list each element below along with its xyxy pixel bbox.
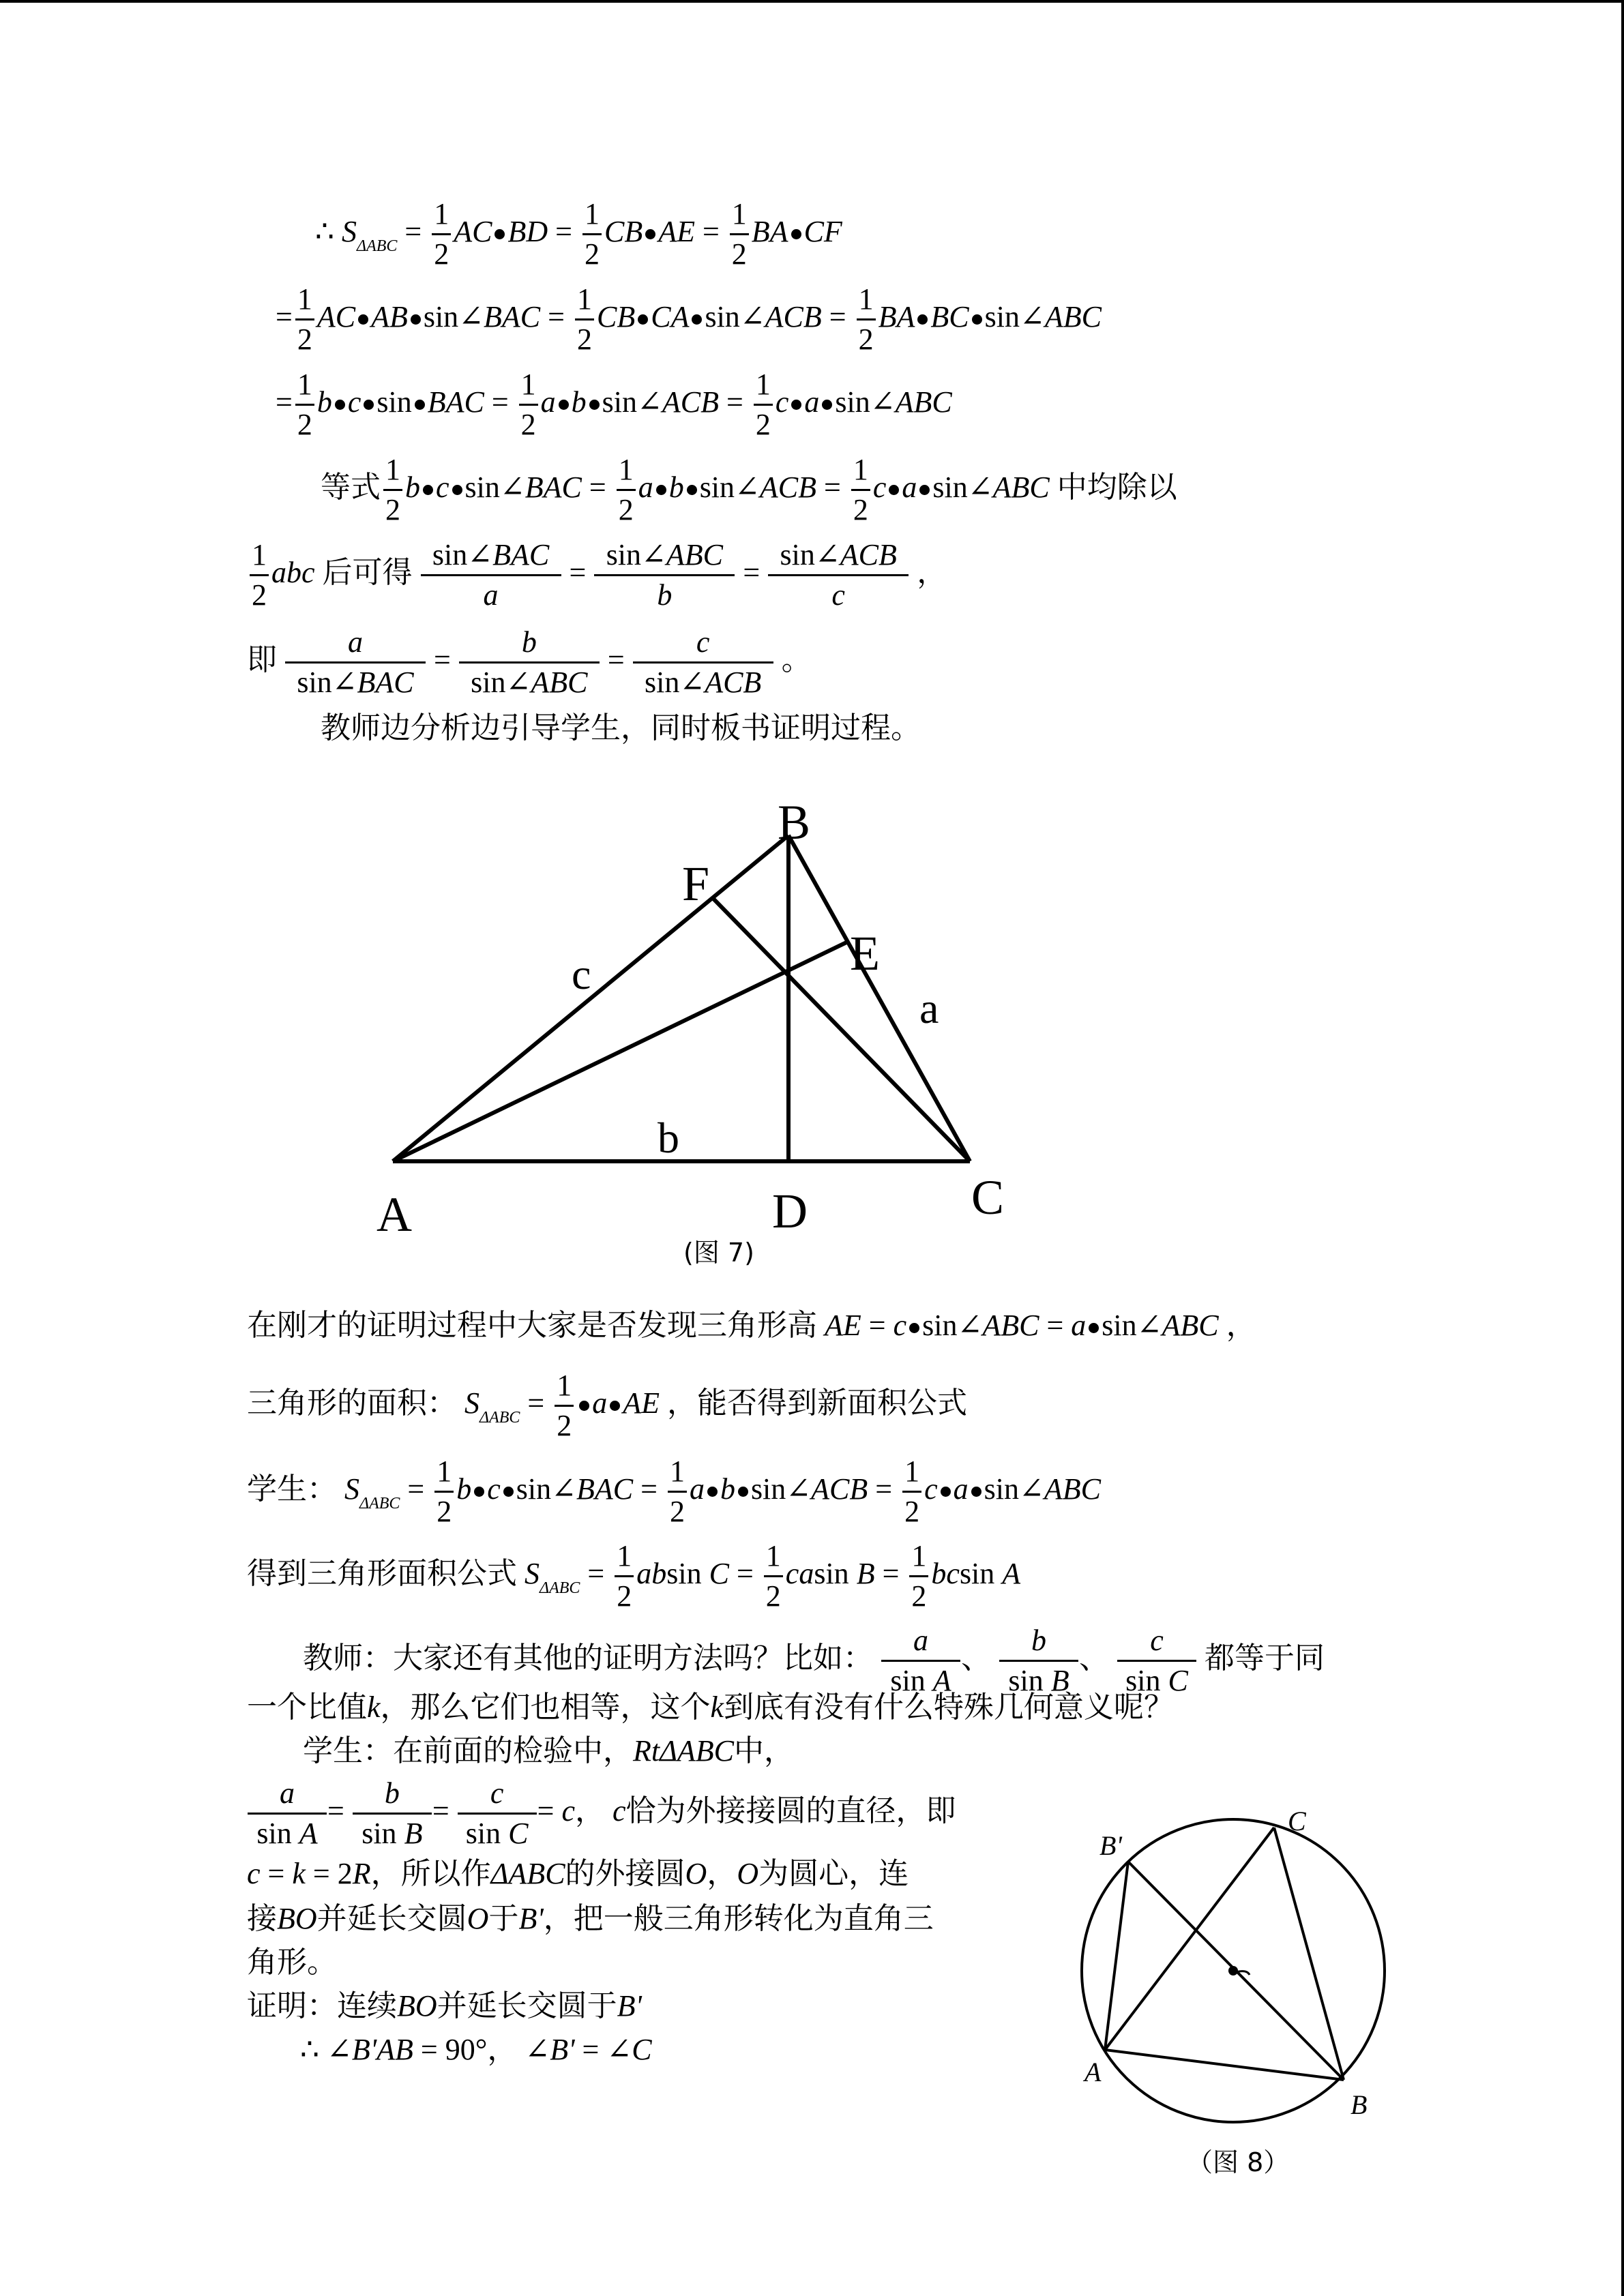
diameter-equation: $\frac{a}{\text{sin A}}$ = $\frac{b}{\text{sin B}}$ = $\frac{c}{\text{sin C}}$ = c， c恰为外接接圆的直径，即	[247, 1777, 956, 1851]
equation-area-sines-2: = $\frac{1}{2}$ b c sin BAC = $\frac{1}{2}$ a b sin∠ACB = $\frac{1}{2}$ c a sin∠ABC	[276, 368, 952, 442]
text-convert: ，把一般三角形转化为直角三	[543, 1901, 934, 1936]
page-border-top	[0, 0, 1624, 3]
punct-comma: ，	[1226, 1308, 1256, 1343]
label-c: C	[1288, 1806, 1306, 1836]
circumcircle-line: c = k = 2R，所以作ΔABC的外接圆O，O为圆心，连	[247, 1856, 909, 1891]
text-diameter: 恰为外接接圆的直径，即	[625, 1793, 956, 1828]
text-divide-by: 中均除以	[1057, 469, 1177, 505]
label-b-prime: B'	[1099, 1830, 1122, 1861]
student-area-equation: 学生： $S_{\Delta ABC}$ = $\frac{1}{2}$ b c sin∠BAC = $\frac{1}{2}$ a b sin∠ACB = $\frac{1}{2}$ c a sin∠ABC	[247, 1455, 1101, 1529]
text-after-obtain: 后可得	[322, 554, 413, 590]
text-new-formula: ，能否得到新面积公式	[667, 1385, 968, 1420]
text-circumcircle: 的外接圆	[565, 1856, 685, 1891]
punct-comma: ，	[575, 1793, 606, 1828]
teacher-note: 教师边分析边引导学生，同时板书证明过程。	[321, 711, 921, 745]
text-connect: 接	[247, 1901, 277, 1936]
punct-comma: ，	[707, 1856, 737, 1891]
text-ratio: 一个比值	[247, 1690, 367, 1725]
vertex-f-label: F	[682, 856, 710, 911]
proof-line: 证明：连续BO并延长交圆于B'	[247, 1988, 642, 2023]
paragraph-divide: 等式 $\frac{1}{2}$ b c sin∠BAC = $\frac{1}{2}$ a b sin∠ACB = $\frac{1}{2}$ c a sin∠ABC 中均除以	[321, 453, 1177, 527]
text-in: 中，	[734, 1733, 795, 1768]
figure-7-caption: (图 7)	[683, 1238, 754, 1268]
vertex-a-label: A	[377, 1187, 412, 1242]
label-a: A	[1084, 2057, 1102, 2087]
side-bc	[788, 835, 970, 1161]
figure-8-circumcircle	[1064, 1800, 1405, 2128]
angle-relations: ∴ ∠B'AB = 90°， ∠B' = ∠C	[300, 2032, 652, 2067]
page-border-right	[1621, 0, 1624, 2296]
text-equality: 等式	[321, 469, 381, 505]
text-teacher-ask: 教师：大家还有其他的证明方法吗？比如：	[303, 1640, 873, 1675]
text-formula: 得到三角形面积公式	[247, 1555, 517, 1591]
text-ratio-tail: 到底有没有什么特殊几何意义呢？	[724, 1690, 1175, 1725]
equation-area-sines-1: = $\frac{1}{2}$ AC AB sin∠BAC = $\frac{1}{2}$ CB CA sin∠ACB = $\frac{1}{2}$ BA BC sin∠ABC	[276, 282, 1102, 357]
text-namely: 即	[247, 642, 277, 677]
question-height: 在刚才的证明过程中大家是否发现三角形高 AE = c sin∠ABC = a sin∠ABC ，	[247, 1308, 1256, 1343]
segment-bpa	[1105, 1862, 1128, 2050]
triangle-word: 角形。	[247, 1945, 337, 1980]
text-question: 在刚才的证明过程中大家是否发现三角形高	[247, 1308, 817, 1343]
text-student: 学生：	[247, 1471, 337, 1506]
punct-dun: 、	[961, 1640, 991, 1675]
text-student-check: 学生：在前面的检验中，	[303, 1733, 633, 1768]
equation-sine-over-side: $\frac{1}{2}$ abc 后可得 $\frac{\text{sin∠BAC}}{a}$ = $\frac{\text{sin∠ABC}}{b}$ = $\frac{\text{sin∠ACB}}{c}$ ，	[247, 539, 947, 612]
punct-period: 。	[781, 642, 812, 677]
punct-comma: ，	[487, 2032, 518, 2067]
equation-law-of-sines: 即 $\frac{a}{\text{sin∠BAC}}$ = $\frac{b}{\text{sin∠ABC}}$ = $\frac{c}{\text{sin∠ACB}}$ 。	[247, 625, 812, 700]
vertex-d-label: D	[772, 1184, 808, 1238]
figure-8-caption: （图 8）	[1187, 2147, 1290, 2177]
text-extend: 并延长交圆	[316, 1901, 467, 1936]
text-ratio-mid: ，那么它们也相等，这个	[380, 1690, 711, 1725]
text-equal-same: 都等于同	[1205, 1640, 1325, 1675]
vertex-e-label: E	[850, 926, 880, 981]
equation-area-heights: ∴ $S_{\Delta ABC}$ = $\frac{1}{2}$ AC BD = $\frac{1}{2}$ CB AE = $\frac{1}{2}$ BA CF	[315, 197, 842, 271]
teacher-question: 教师：大家还有其他的证明方法吗？比如： $\frac{a}{\text{sin A}}$ 、 $\frac{b}{\text{sin B}}$ 、 $\frac{c}{\text{sin C}}$ 都等于同	[303, 1624, 1325, 1698]
text-area: 三角形的面积：	[247, 1385, 457, 1420]
side-c-label: c	[572, 950, 591, 998]
segment-cb	[1274, 1828, 1344, 2080]
side-b-label: b	[658, 1114, 679, 1162]
text-proof: 证明：连续	[247, 1988, 397, 2023]
side-a-label: a	[919, 984, 939, 1032]
ratio-question: 一个比值k，那么它们也相等，这个k到底有没有什么特殊几何意义呢？	[247, 1690, 1175, 1725]
text-center: 为圆心，连	[758, 1856, 909, 1891]
vertex-b-label: B	[778, 795, 811, 850]
segment-ab	[1105, 2050, 1344, 2080]
vertex-c-label: C	[971, 1170, 1005, 1225]
punct-comma: ，	[917, 554, 947, 590]
text-proof-tail: 并延长交圆于	[437, 1988, 617, 2023]
area-formula-height: 三角形的面积： $S_{\Delta ABC}$ = $\frac{1}{2}$ a AE ，能否得到新面积公式	[247, 1369, 968, 1443]
center-point	[1228, 1966, 1238, 1976]
extend-line: 接BO并延长交圆O于B'，把一般三角形转化为直角三	[247, 1901, 934, 1936]
text-at: 于	[488, 1901, 519, 1936]
label-b: B	[1350, 2089, 1368, 2120]
area-formula-result: 得到三角形面积公式 $S_{\Delta ABC}$ = $\frac{1}{2}$ absin C = $\frac{1}{2}$ casin B = $\frac{1}{2}$ bcsin A	[247, 1539, 1021, 1613]
text-so: ，所以作	[370, 1856, 491, 1891]
student-check: 学生：在前面的检验中，RtΔABC中，	[303, 1733, 795, 1768]
punct-dun: 、	[1079, 1640, 1109, 1675]
figure-7-triangle	[368, 791, 1037, 1309]
